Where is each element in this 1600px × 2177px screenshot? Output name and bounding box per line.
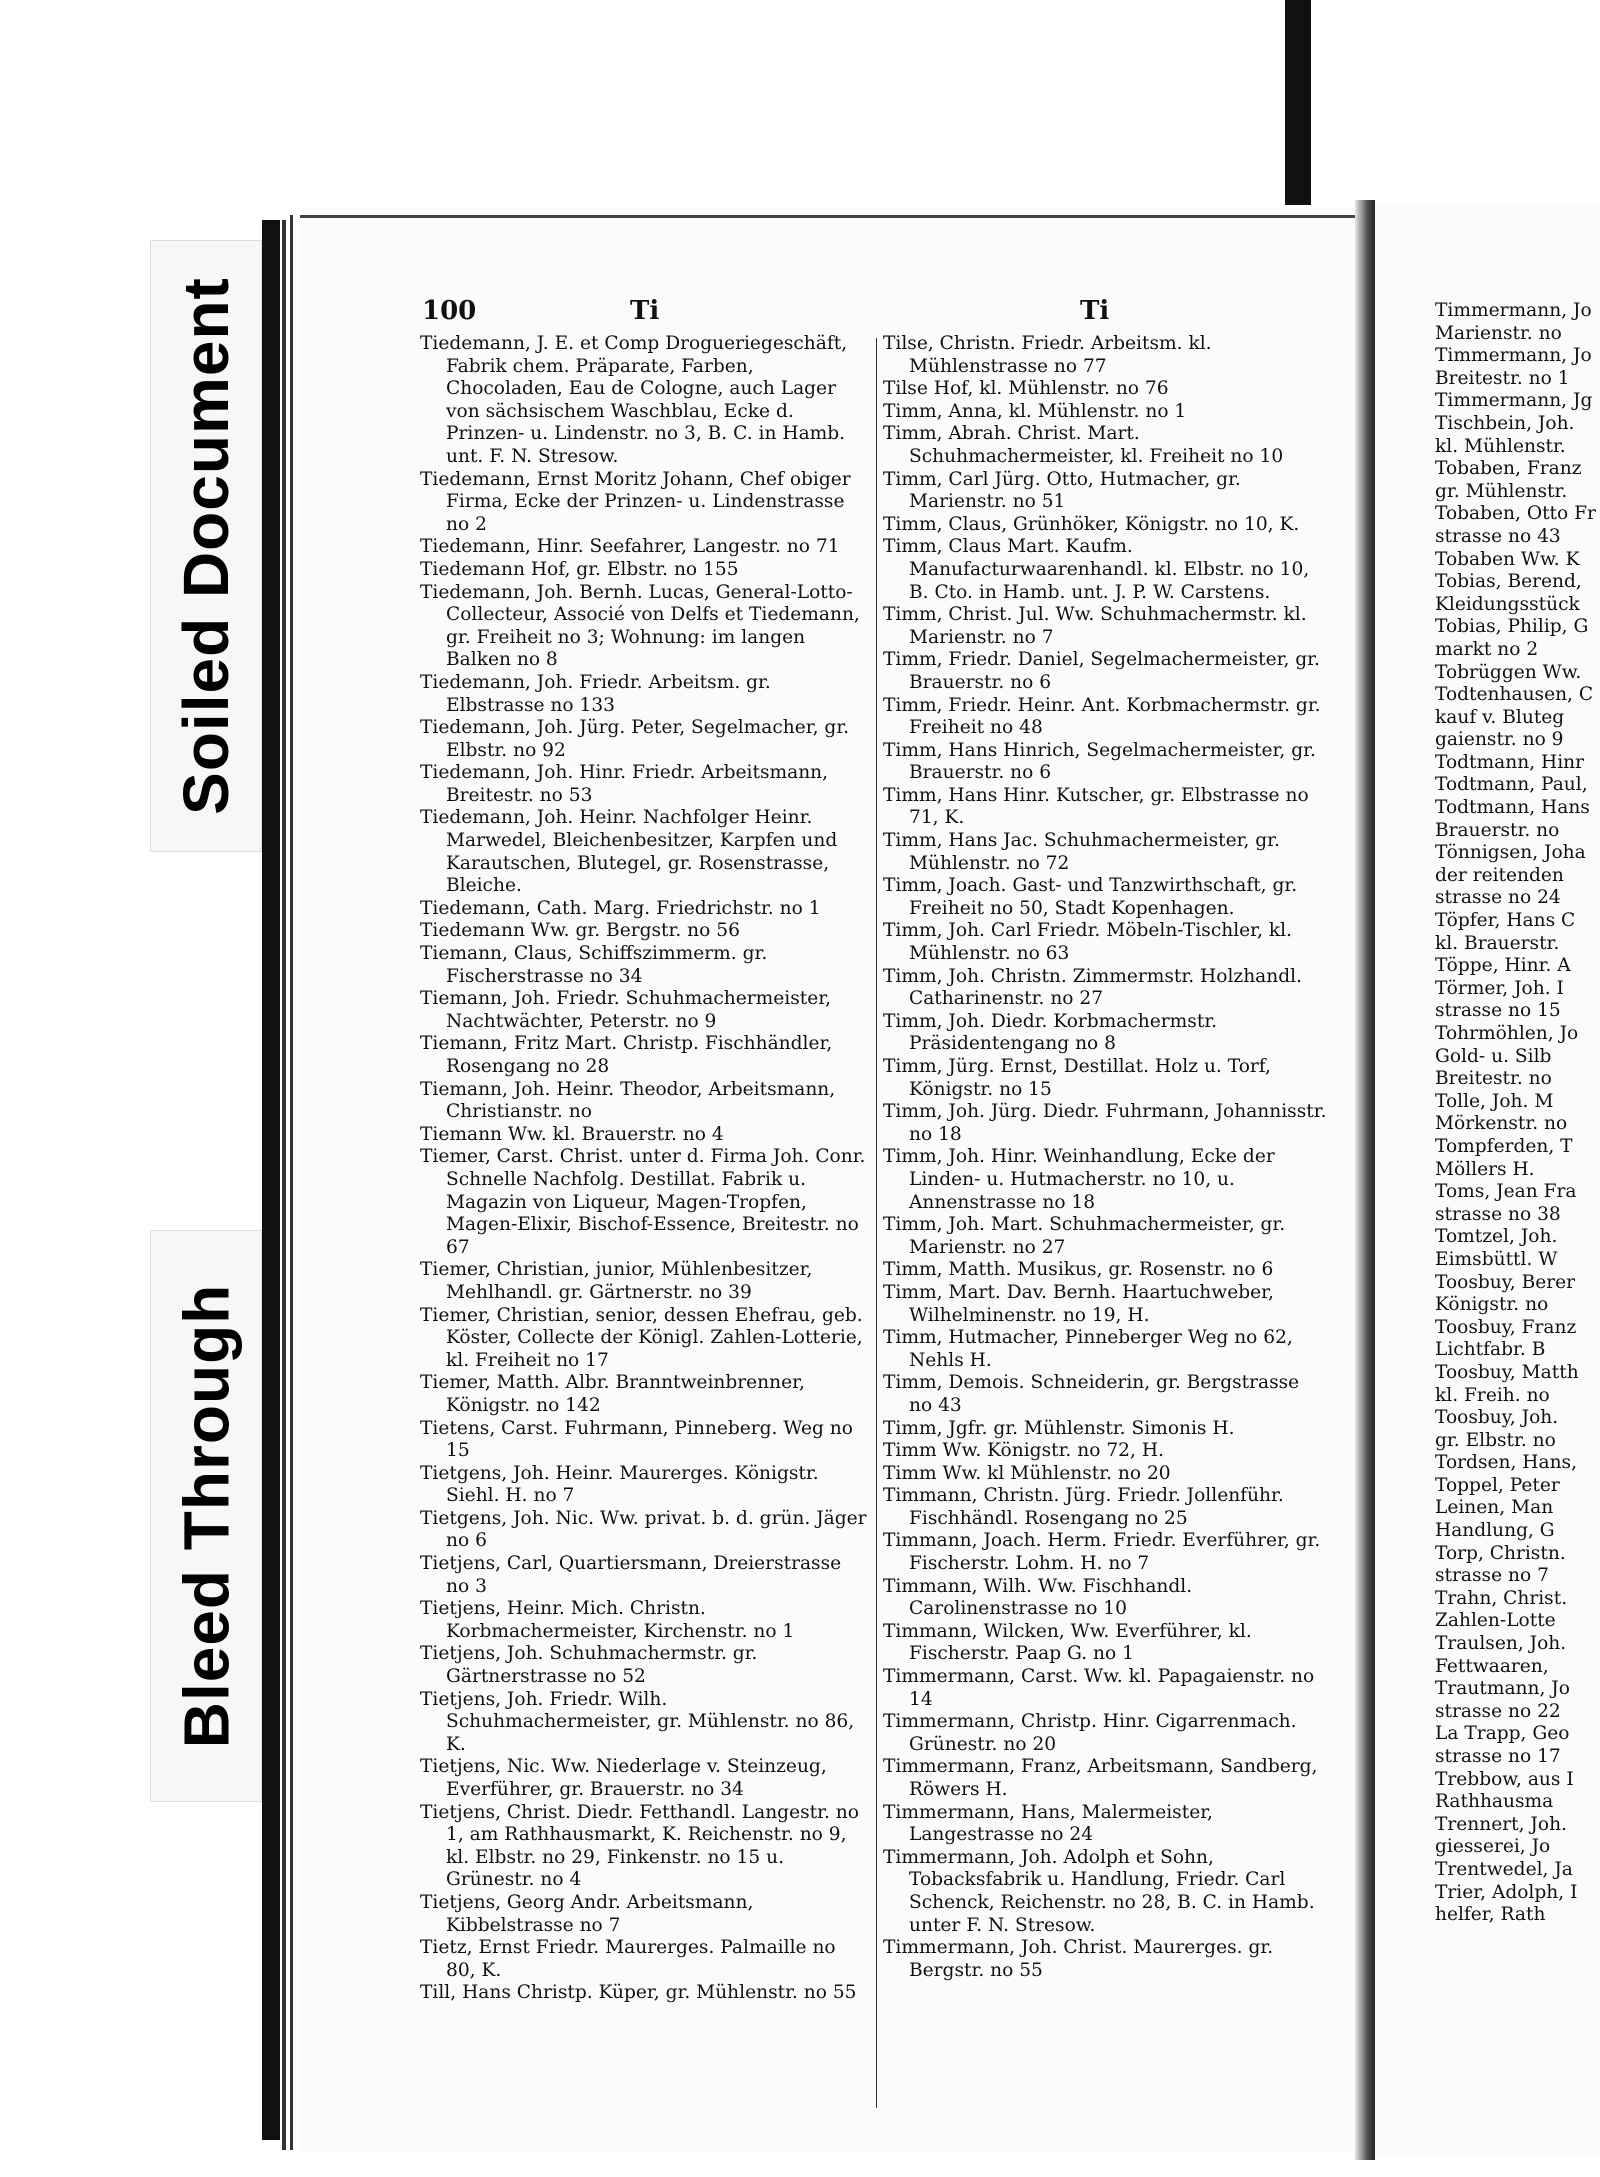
directory-entry: Trautmann, Jo [1435,1678,1570,1700]
page-edge-line [290,215,293,2150]
book-spine-edge [262,220,280,2140]
directory-entry: Timmermann, Jo [1435,345,1592,367]
directory-entry: Tietjens, Joh. Friedr. Wilh. Schuhmachermeister, gr. Mühlenstr. no 86, K. [420,1688,855,1755]
directory-entry: Tordsen, Hans, [1435,1452,1578,1474]
directory-entry: Timmermann, Franz, Arbeitsmann, Sandberg, Röwers H. [883,1756,1318,1800]
directory-entry: Tiedemann, Joh. Heinr. Nachfolger Heinr. Marwedel, Bleichenbesitzer, Karpfen und Karautschen, Blutegel, gr. Rosenstrasse, Bleiche. [420,807,838,897]
directory-entry: Trahn, Christ. [1435,1587,1568,1609]
directory-entry: Timm, Joh. Jürg. Diedr. Fuhrmann, Johannisstr. no 18 [883,1101,1327,1145]
directory-entry: Trebbow, aus I [1435,1768,1574,1790]
directory-entry: gr. Mühlenstr. [1435,480,1568,502]
directory-entry: Timm, Joh. Diedr. Korbmachermstr. Präsidentengang no 8 [883,1010,1218,1055]
directory-entry: Tiemer, Matth. Albr. Branntweinbrenner, Königstr. no 142 [420,1372,805,1416]
directory-entry: Tilse Hof, kl. Mühlenstr. no 76 [883,378,1169,400]
directory-entry: Timm, Abrah. Christ. Mart. Schuhmachermeister, kl. Freiheit no 10 [883,423,1284,467]
directory-entry: Tiemann, Claus, Schiffszimmerm. gr. Fischerstrasse no 34 [420,943,768,987]
directory-entry: Gold- u. Silb [1435,1045,1552,1067]
directory-entry: strasse no 43 [1435,525,1561,547]
directory-entry: Timmermann, Joh. Adolph et Sohn, Tobacksfabrik u. Handlung, Friedr. Carl Schenck, Reichenstr. no 28, B. C. in Hamb. unter F. N. Stresow. [883,1846,1315,1936]
directory-entry: Tietjens, Georg Andr. Arbeitsmann, Kibbelstrasse no 7 [420,1891,754,1936]
directory-column-2 [883,333,1328,1982]
directory-entry: Timmann, Christn. Jürg. Friedr. Jollenführ. Fischhändl. Rosengang no 25 [883,1485,1284,1529]
column-header-left: Ti [630,296,660,326]
directory-entry: strasse no 38 [1435,1203,1561,1225]
directory-entry: Möllers H. [1435,1158,1535,1180]
directory-entry: helfer, Rath [1435,1904,1546,1926]
directory-entry: Tietgens, Joh. Nic. Ww. privat. b. d. grün. Jäger no 6 [420,1507,867,1552]
directory-entry: Timm, Carl Jürg. Otto, Hutmacher, gr. Marienstr. no 51 [883,468,1241,513]
directory-entry: Tiemer, Christian, senior, dessen Ehefrau, geb. Köster, Collecte der Königl. Zahlen-Lotterie, kl. Freiheit no 17 [420,1304,863,1371]
directory-entry: giesserei, Jo [1435,1836,1551,1858]
directory-entry: Tohrmöhlen, Jo [1435,1023,1579,1044]
directory-entry: Todtmann, Hinr [1435,751,1585,773]
directory-entry: Toosbuy, Matth [1435,1361,1579,1383]
directory-entry: Trier, Adolph, I [1435,1881,1578,1903]
directory-entry: Timm, Jürg. Ernst, Destillat. Holz u. Torf, Königstr. no 15 [883,1056,1271,1100]
bleed-through-label [150,1230,262,1802]
directory-entry: Todtmann, Hans [1435,797,1590,819]
directory-entry: Rathhausma [1435,1791,1554,1813]
directory-entry: Timm, Hans Hinr. Kutscher, gr. Elbstrasse no 71, K. [883,784,1309,829]
directory-entry: Tischbein, Joh. [1435,412,1575,434]
directory-entry: Tiemann, Fritz Mart. Christp. Fischhändler, Rosengang no 28 [420,1033,833,1077]
soiled-document-text: Soiled Document [170,277,242,815]
directory-entry: Lichtfabr. B [1435,1339,1546,1361]
directory-entry: Toosbuy, Franz [1435,1316,1577,1338]
directory-entry: Timmermann, Hans, Malermeister, Langestrasse no 24 [883,1801,1213,1846]
directory-entry: Trentwedel, Ja [1435,1858,1573,1880]
directory-entry: kl. Brauerstr. [1435,932,1560,954]
directory-entry: Breitestr. no [1435,1068,1552,1090]
directory-entry: Timmann, Wilh. Ww. Fischhandl. Carolinenstrasse no 10 [883,1575,1193,1620]
directory-entry: Marienstr. no [1435,322,1562,344]
directory-entry: Tiemann, Joh. Heinr. Theodor, Arbeitsmann, Christianstr. no [420,1078,836,1123]
directory-entry: Tompferden, T [1435,1135,1573,1157]
bleed-through-text: Bleed Through [170,1283,242,1749]
column-divider [876,338,877,2108]
directory-entry: Timm, Matth. Musikus, gr. Rosenstr. no 6 [883,1259,1274,1281]
directory-entry: Todtenhausen, C [1435,684,1594,706]
directory-entry: Timm, Joh. Carl Friedr. Möbeln-Tischler, kl. Mühlenstr. no 63 [883,920,1292,965]
directory-entry: Tönnigsen, Joha [1435,842,1586,864]
directory-entry: Tomtzel, Joh. [1435,1226,1558,1248]
black-edge-bar [1285,0,1311,205]
directory-entry: Toosbuy, Joh. [1435,1407,1559,1429]
directory-entry: Timm, Joh. Hinr. Weinhandlung, Ecke der Linden- u. Hutmacherstr. no 10, u. Annenstrasse no 18 [883,1146,1275,1213]
directory-entry: strasse no 22 [1435,1700,1561,1722]
directory-entry: Tiemer, Carst. Christ. unter d. Firma Joh. Conr. Schnelle Nachfolg. Destillat. Fabrik u. Magazin von Liqueur, Magen-Tropfen, Magen-Elixir, Bischof-Essence, Breitestr. no 67 [420,1146,866,1258]
directory-entry: Timm, Christ. Jul. Ww. Schuhmachermstr. kl. Marienstr. no 7 [883,604,1307,648]
directory-entry: Timm Ww. Königstr. no 72, H. [883,1440,1164,1462]
directory-entry: Brauerstr. no [1435,819,1560,841]
directory-entry: Timm, Anna, kl. Mühlenstr. no 1 [883,400,1187,422]
directory-entry: Timmermann, Carst. Ww. kl. Papagaienstr. no 14 [883,1666,1315,1710]
directory-entry: Leinen, Man [1435,1497,1554,1519]
directory-entry: Timm, Joh. Christn. Zimmermstr. Holzhandl. Catharinenstr. no 27 [883,965,1303,1010]
directory-entry: Tobaben, Franz [1435,458,1582,480]
column-header-right: Ti [1080,296,1110,326]
directory-entry: Timmermann, Jo [1435,300,1592,321]
directory-entry: Breitestr. no 1 [1435,367,1570,389]
directory-entry: Tilse, Christn. Friedr. Arbeitsm. kl. Mühlenstrasse no 77 [883,333,1212,377]
directory-entry: kl. Freih. no [1435,1384,1550,1406]
book-gutter [1355,200,1375,2160]
directory-entry: Tiedemann, J. E. et Comp Drogueriegeschäft, Fabrik chem. Präparate, Farben, Chocoladen, Eau de Cologne, auch Lager von sächsischem Waschblau, Ecke d. Prinzen- u. Lindenstr. no 3, B. C. in Hamb. unt. F. N. Stresow. [420,333,848,467]
directory-entry: Tietjens, Nic. Ww. Niederlage v. Steinzeug, Everführer, gr. Brauerstr. no 34 [420,1756,827,1800]
directory-entry: Tiedemann, Ernst Moritz Johann, Chef obiger Firma, Ecke der Prinzen- u. Lindenstrasse no 2 [420,468,851,535]
directory-entry: strasse no 15 [1435,1000,1561,1022]
directory-entry: Tiemer, Christian, junior, Mühlenbesitzer, Mehlhandl. gr. Gärtnerstr. no 39 [420,1259,813,1303]
directory-entry: Tietjens, Joh. Schuhmachermstr. gr. Gärtnerstrasse no 52 [420,1643,758,1688]
directory-entry: gaienstr. no 9 [1435,729,1564,751]
directory-entry: Tiemann, Joh. Friedr. Schuhmachermeister, Nachtwächter, Peterstr. no 9 [420,988,832,1032]
facing-page [1375,205,1600,2155]
directory-entry: gr. Elbstr. no [1435,1429,1556,1451]
directory-entry: Timm, Joh. Mart. Schuhmachermeister, gr. Marienstr. no 27 [883,1214,1286,1258]
directory-entry: Timm, Hans Jac. Schuhmachermeister, gr. Mühlenstr. no 72 [883,830,1280,874]
directory-entry: strasse no 24 [1435,887,1561,909]
directory-entry: Tiedemann Hof, gr. Elbstr. no 155 [420,558,739,580]
directory-entry: der reitenden [1435,864,1564,886]
directory-entry: Tolle, Joh. M [1435,1090,1554,1112]
directory-entry: Tiemann Ww. kl. Brauerstr. no 4 [420,1123,724,1145]
directory-entry: Timm, Joach. Gast- und Tanzwirthschaft, gr. Freiheit no 50, Stadt Kopenhagen. [883,875,1298,919]
directory-entry: Toms, Jean Fra [1435,1181,1577,1203]
directory-entry: Timm Ww. kl Mühlenstr. no 20 [883,1462,1171,1484]
directory-entry: Tiedemann, Cath. Marg. Friedrichstr. no 1 [420,897,821,919]
directory-entry: Handlung, G [1435,1520,1555,1542]
directory-entry: Zahlen-Lotte [1435,1610,1556,1632]
directory-entry: kauf v. Bluteg [1435,706,1565,728]
directory-entry: Torp, Christn. [1435,1542,1566,1564]
directory-entry: Tietz, Ernst Friedr. Maurerges. Palmaille no 80, K. [420,1937,836,1981]
directory-entry: Mörkenstr. no [1435,1113,1568,1135]
directory-entry: Tietens, Carst. Fuhrmann, Pinneberg. Weg no 15 [420,1417,853,1462]
directory-column-3 [1435,300,1600,1927]
soiled-document-label [150,240,262,852]
directory-entry: Tiedemann, Hinr. Seefahrer, Langestr. no 71 [420,536,840,558]
directory-entry: Traulsen, Joh. [1435,1633,1567,1655]
directory-entry: strasse no 7 [1435,1565,1549,1587]
directory-entry: Tobias, Philip, G [1435,616,1589,638]
directory-entry: Timmermann, Jg [1435,390,1593,412]
directory-entry: Tietjens, Heinr. Mich. Christn. Korbmachermeister, Kirchenstr. no 1 [420,1598,795,1642]
directory-entry: La Trapp, Geo [1435,1723,1570,1745]
directory-entry: Törmer, Joh. I [1435,977,1564,999]
directory-entry: Tobias, Berend, [1435,571,1582,593]
directory-entry: Tietjens, Christ. Diedr. Fetthandl. Langestr. no 1, am Rathhausmarkt, K. Reichenstr. no 9, kl. Elbstr. no 29, Finkenstr. no 15 u. Grünestr. no 4 [420,1801,859,1891]
directory-entry: strasse no 17 [1435,1746,1561,1767]
directory-entry: Timm, Friedr. Daniel, Segelmachermeister, gr. Brauerstr. no 6 [883,649,1320,693]
directory-entry: Timm, Hans Hinrich, Segelmachermeister, gr. Brauerstr. no 6 [883,739,1316,784]
directory-entry: Tiedemann, Joh. Jürg. Peter, Segelmacher, gr. Elbstr. no 92 [420,717,850,761]
directory-entry: Timm, Demois. Schneiderin, gr. Bergstrasse no 43 [883,1372,1300,1416]
directory-entry: Tietjens, Carl, Quartiersmann, Dreierstrasse no 3 [420,1553,842,1597]
directory-entry: Timmermann, Christp. Hinr. Cigarrenmach. Grünestr. no 20 [883,1711,1297,1755]
directory-entry: Todtmann, Paul, [1435,774,1588,796]
directory-entry: Timm, Claus, Grünhöker, Königstr. no 10, K. [883,513,1300,535]
directory-entry: kl. Mühlenstr. [1435,435,1566,457]
directory-entry: Timmermann, Joh. Christ. Maurerges. gr. Bergstr. no 55 [883,1937,1274,1981]
directory-entry: Tobrüggen Ww. [1435,661,1582,683]
directory-entry: Tiedemann, Joh. Friedr. Arbeitsm. gr. Elbstrasse no 133 [420,671,771,716]
directory-entry: Eimsbüttl. W [1435,1248,1558,1270]
directory-entry: Timmann, Wilcken, Ww. Everführer, kl. Fischerstr. Paap G. no 1 [883,1620,1252,1665]
directory-entry: Töppe, Hinr. A [1435,955,1571,977]
directory-entry: Timmann, Joach. Herm. Friedr. Everführer, gr. Fischerstr. Lohm. H. no 7 [883,1530,1321,1575]
directory-entry: Königstr. no [1435,1294,1549,1316]
directory-entry: Tobaben Ww. K [1435,548,1580,570]
page-number: 100 [422,296,477,326]
directory-entry: Toppel, Peter [1435,1474,1560,1496]
directory-column-1 [420,333,870,2005]
main-page [300,215,1355,2153]
directory-entry: Toosbuy, Berer [1435,1271,1576,1293]
directory-entry: Tiedemann, Joh. Bernh. Lucas, General-Lotto-Collecteur, Associé von Delfs et Tiedemann, gr. Freiheit no 3; Wohnung: im langen Balken no 8 [420,581,860,671]
directory-entry: Trennert, Joh. [1435,1813,1567,1835]
directory-entry: Till, Hans Christp. Küper, gr. Mühlenstr. no 55 [420,1982,857,2004]
directory-entry: Tietgens, Joh. Heinr. Maurerges. Königstr. Siehl. H. no 7 [420,1462,819,1507]
directory-entry: Timm, Hutmacher, Pinneberger Weg no 62, Nehls H. [883,1327,1293,1371]
directory-entry: Töpfer, Hans C [1435,910,1576,932]
directory-entry: Kleidungsstück [1435,593,1580,615]
directory-entry: Timm, Claus Mart. Kaufm. Manufacturwaarenhandl. kl. Elbstr. no 10, B. Cto. in Hamb. unt. J. P. W. Carstens. [883,536,1310,603]
directory-entry: Tiedemann, Joh. Hinr. Friedr. Arbeitsmann, Breitestr. no 53 [420,762,829,806]
directory-entry: Timm, Friedr. Heinr. Ant. Korbmachermstr. gr. Freiheit no 48 [883,694,1321,739]
directory-entry: Fettwaaren, [1435,1655,1549,1677]
directory-entry: Tiedemann Ww. gr. Bergstr. no 56 [420,920,740,942]
directory-entry: Tobaben, Otto Fr [1435,503,1596,525]
directory-entry: markt no 2 [1435,638,1539,660]
directory-entry: Timm, Mart. Dav. Bernh. Haartuchweber, Wilhelminenstr. no 19, H. [883,1281,1274,1326]
directory-entry: Timm, Jgfr. gr. Mühlenstr. Simonis H. [883,1417,1235,1439]
page-edge-line [282,220,286,2150]
